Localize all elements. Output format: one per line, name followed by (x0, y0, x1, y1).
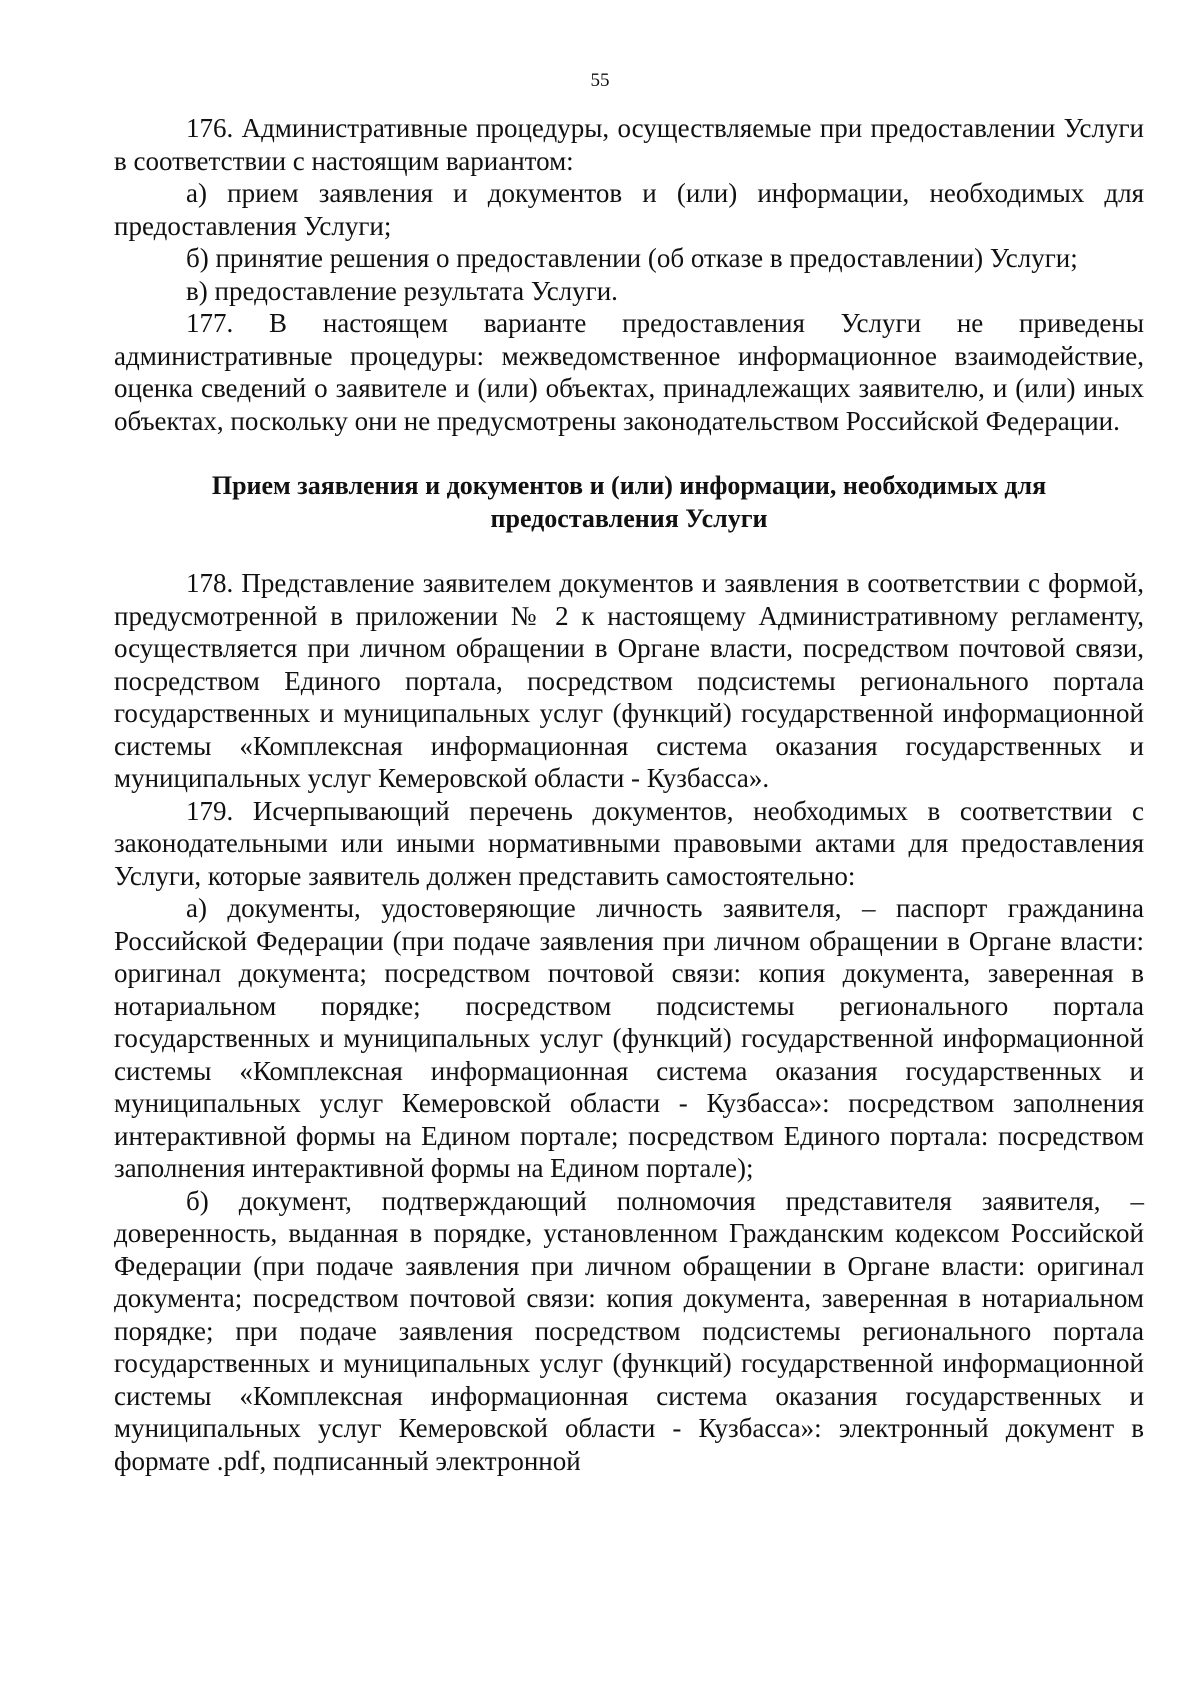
paragraph-178: 178. Представление заявителем документов и заявления в соответствии с формой, предусмотренной в приложении № 2 к настоящему Административному регламенту, осуществляется при личном обращении в Органе власти, посредством почтовой связи, посредством Единого портала, посредством подсистемы регионального портала государственных и муниципальных услуг (функций) государственной информационной системы «Комплексная информационная система оказания государственных и муниципальных услуг Кемеровской области - Кузбасса». (114, 568, 1144, 793)
paragraph-176-item-a: а) прием заявления и документов и (или) информации, необходимых для предоставления Услуги; (114, 178, 1144, 241)
section-heading-line-2: предоставления Услуги (490, 503, 768, 533)
document-body (114, 112, 1144, 1477)
page-number: 55 (590, 70, 610, 91)
paragraph-176: 176. Административные процедуры, осуществляемые при предоставлении Услуги в соответствии с настоящим вариантом: (114, 113, 1144, 176)
paragraph-177: 177. В настоящем варианте предоставления Услуги не приведены административные процедуры: межведомственное информационное взаимодействие, оценка сведений о заявителе и (или) объектах, принадлежащих заявителю, и (или) иных объектах, поскольку они не предусмотрены законодательством Российской Федерации. (114, 308, 1144, 436)
section-heading (114, 470, 1144, 535)
paragraph-176-item-b: б) принятие решения о предоставлении (об отказе в предоставлении) Услуги; (186, 243, 1078, 273)
paragraph-179-item-b: б) документ, подтверждающий полномочия представителя заявителя, – доверенность, выданная в порядке, установленном Гражданским кодексом Российской Федерации (при подаче заявления при личном обращении в Органе власти: оригинал документа; посредством почтовой связи: копия документа, заверенная в нотариальном порядке; при подаче заявления посредством подсистемы регионального портала государственных и муниципальных услуг (функций) государственной информационной системы «Комплексная информационная система оказания государственных и муниципальных услуг Кемеровской области - Кузбасса»: электронный документ в формате .pdf, подписанный электронной (114, 1185, 1144, 1476)
paragraph-176-item-v: в) предоставление результата Услуги. (186, 275, 618, 306)
section-heading-line-1: Прием заявления и документов и (или) информации, необходимых для (211, 471, 1047, 500)
paragraph-179-item-a: а) документы, удостоверяющие личность заявителя, – паспорт гражданина Российской Федерации (при подаче заявления при личном обращении в Органе власти: оригинал документа; посредством почтовой связи: копия документа, заверенная в нотариальном порядке; посредством подсистемы регионального портала государственных и муниципальных услуг (функций) государственной информационной системы «Комплексная информационная система оказания государственных и муниципальных услуг Кемеровской области - Кузбасса»: посредством заполнения интерактивной формы на Едином портале; посредством Единого портала: посредством заполнения интерактивной формы на Едином портале); (114, 893, 1144, 1183)
paragraph-179: 179. Исчерпывающий перечень документов, необходимых в соответствии с законодательными или иными нормативными правовыми актами для предоставления Услуги, которые заявитель должен представить самостоятельно: (114, 795, 1144, 891)
